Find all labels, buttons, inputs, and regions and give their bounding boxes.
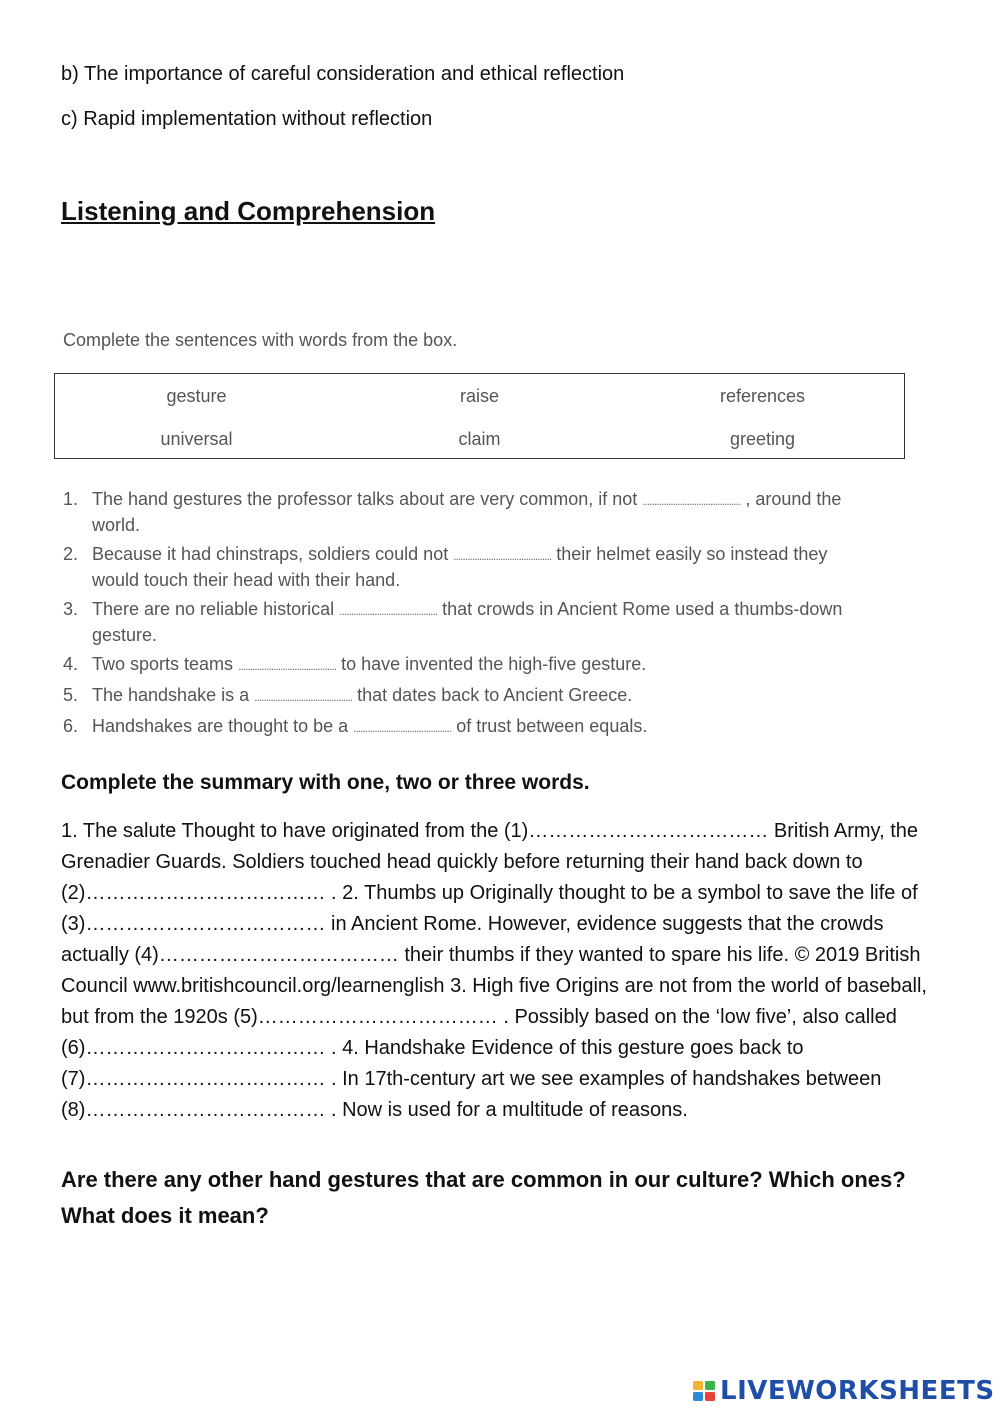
box-word: raise xyxy=(459,386,499,406)
option-b: b) The importance of careful consideration and ethical reflection xyxy=(61,63,625,85)
option-c: c) Rapid implementation without reflection xyxy=(61,108,433,130)
sentence-text: their helmet easily so instead they would touch their head with their hand. xyxy=(92,544,828,590)
summary-paragraph: 1. The salute Thought to have originated from the (1)……………………………… British Army, the Grenadier Guards. Soldiers touched head quickly before returning their hand back down to (2)……………………………… . 2. Thumbs up Originally thought to be a symbol to save the life of (3)……………………………… in Ancient Rome. However, evidence suggests that the crowds actually (4)……………………………… their thumbs if they wanted to spare his life. © 2019 British Council www.britishcouncil.org/learnenglish 3. High five Origins are not from the world of baseball, but from the 1920s (5)……………………………… . Possibly based on the ‘low five’, also called (6)……………………………… . 4. Handshake Evidence of this gesture goes back to (7)……………………………… . In 17th-century art we see examples of handshakes between (8)……………………………… . Now is used for a multitude of reasons. xyxy=(61,820,927,1121)
sentence-item xyxy=(63,714,863,740)
sentence-number: 3. xyxy=(63,599,79,619)
box-word: universal xyxy=(160,429,233,449)
sentence-item xyxy=(63,652,863,678)
discussion-question: Are there any other hand gestures that are common in our culture? Which ones? What does it mean? xyxy=(61,1167,906,1228)
sentence-item xyxy=(63,542,863,592)
sentence-text: of trust between equals. xyxy=(451,716,648,736)
sentence-item xyxy=(63,487,863,537)
sentence-text: The handshake is a xyxy=(92,685,255,705)
sentence-text: , around the world. xyxy=(92,489,842,535)
box-word: gesture xyxy=(166,386,227,406)
exercise-instruction: Complete the sentences with words from the box. xyxy=(63,330,458,350)
sentence-number: 2. xyxy=(63,544,79,564)
box-word: greeting xyxy=(729,429,796,449)
sentence-text: that dates back to Ancient Greece. xyxy=(352,685,633,705)
sentence-text: There are no reliable historical xyxy=(92,599,340,619)
sentence-text: Two sports teams xyxy=(92,654,239,674)
sentence-text: that crowds in Ancient Rome used a thumbs-down gesture. xyxy=(92,599,843,645)
box-word: references xyxy=(719,386,806,406)
liveworksheets-logo-icon xyxy=(693,1379,717,1403)
answer-blank[interactable]: .......................................... xyxy=(642,494,741,508)
sentence-number: 6. xyxy=(63,716,79,736)
sentence-text: to have invented the high-five gesture. xyxy=(336,654,647,674)
answer-blank[interactable]: .......................................... xyxy=(353,721,452,735)
sentence-item xyxy=(63,597,863,647)
sentence-text: The hand gestures the professor talks about are very common, if not xyxy=(92,489,643,509)
answer-blank[interactable]: .......................................... xyxy=(254,690,353,704)
answer-blank[interactable]: .......................................... xyxy=(339,604,438,618)
answer-blank[interactable]: .......................................... xyxy=(453,549,552,563)
answer-blank[interactable]: .......................................... xyxy=(238,659,337,673)
section-title: Listening and Comprehension xyxy=(61,196,436,226)
sentence-number: 4. xyxy=(63,654,79,674)
word-box xyxy=(54,373,905,459)
sentence-list xyxy=(63,487,863,745)
sentence-number: 1. xyxy=(63,489,79,509)
logo-text: LIVEWORKSHEETS xyxy=(720,1376,995,1406)
sentence-text: Handshakes are thought to be a xyxy=(92,716,354,736)
sentence-text: Because it had chinstraps, soldiers could not xyxy=(92,544,454,564)
box-word: claim xyxy=(458,429,501,449)
sentence-number: 5. xyxy=(63,685,79,705)
sentence-item xyxy=(63,683,863,709)
liveworksheets-logo[interactable] xyxy=(693,1374,995,1408)
summary-heading: Complete the summary with one, two or three words. xyxy=(61,771,590,794)
